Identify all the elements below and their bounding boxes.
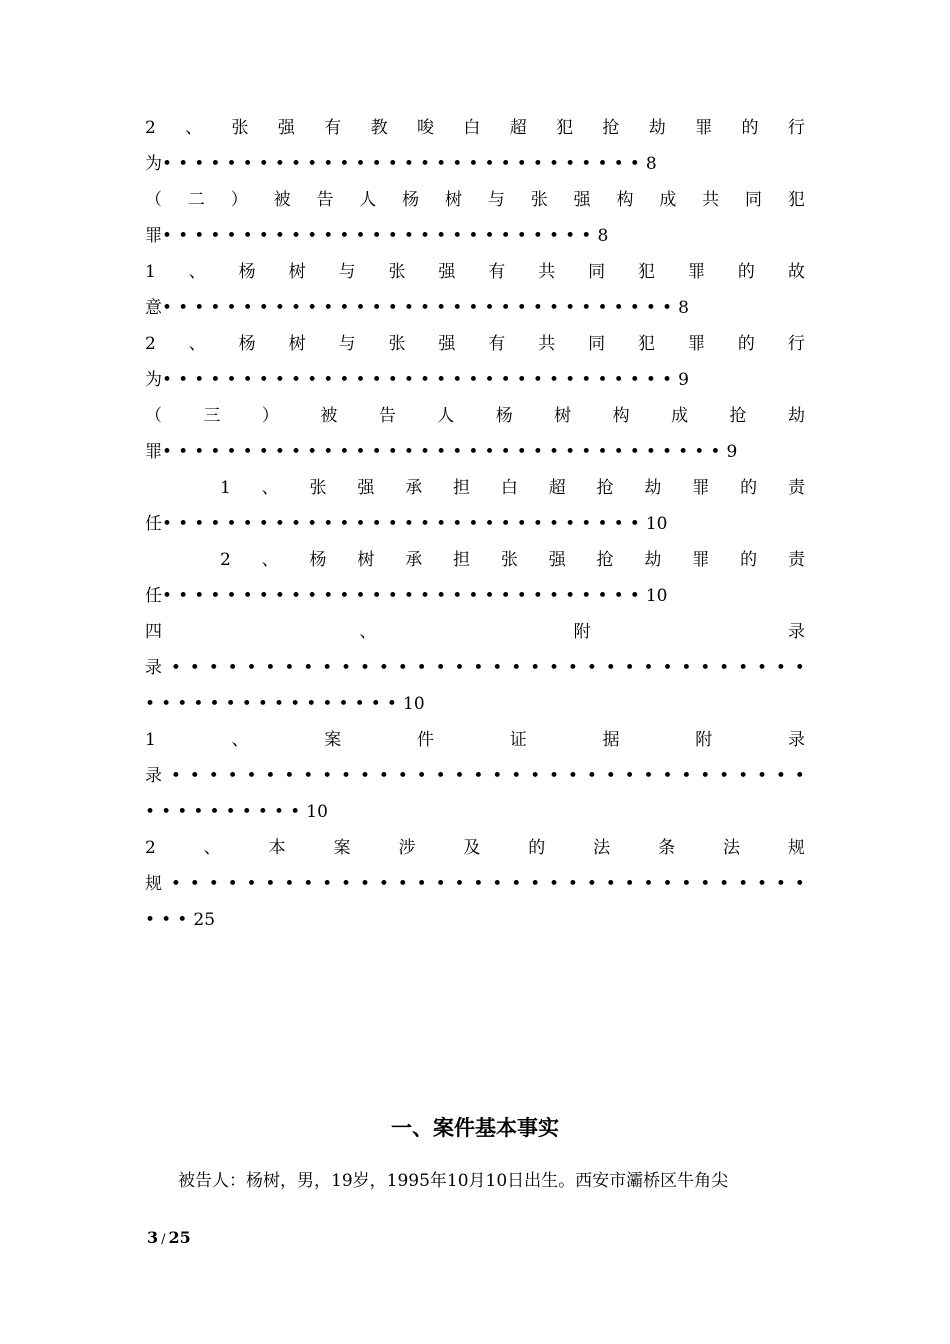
leader-dot: •	[605, 874, 616, 894]
toc-entry-leader	[145, 290, 805, 326]
toc-char: 杨	[309, 550, 327, 570]
leader-dot: •	[227, 874, 238, 894]
toc-char: 告	[378, 406, 396, 426]
toc-char: 附	[573, 622, 591, 642]
toc-appendix-item	[145, 830, 805, 866]
toc-char: 的	[740, 478, 758, 498]
toc-char: 罪	[692, 478, 710, 498]
total-pages: 25	[168, 1228, 191, 1247]
toc-char: 被	[273, 190, 291, 210]
toc-char: 罪	[687, 262, 705, 282]
leader-dot: •	[719, 874, 730, 894]
toc-char: 强	[357, 478, 375, 498]
leader-dot: •	[662, 874, 673, 894]
toc-char: 2	[145, 838, 156, 858]
toc-char: 共	[702, 190, 720, 210]
leader-dot: •	[756, 658, 767, 678]
leader-dot: •	[397, 766, 408, 786]
toc-char: 、	[231, 730, 249, 750]
toc-char: 告	[316, 190, 334, 210]
leader-dot: •	[624, 766, 635, 786]
toc-char: 罪	[145, 226, 162, 246]
leader-dot: •	[756, 874, 767, 894]
leader-dot: •	[341, 874, 352, 894]
leader-dot: •	[756, 766, 767, 786]
toc-char: 与	[338, 334, 356, 354]
toc-char: 2	[145, 118, 156, 138]
toc-char: 担	[453, 550, 471, 570]
toc-char: 、	[261, 478, 279, 498]
leader-dot: •	[265, 874, 276, 894]
toc-char: 张	[500, 550, 518, 570]
toc-char: 劫	[648, 118, 666, 138]
toc-char: 规	[145, 874, 162, 894]
toc-char: 及	[463, 838, 481, 858]
leader-dot: •	[492, 766, 503, 786]
toc-char: 超	[548, 478, 566, 498]
toc-char: 、	[261, 550, 279, 570]
leader-dot: •	[492, 658, 503, 678]
toc-char: 法	[722, 838, 740, 858]
toc-char: 构	[612, 406, 630, 426]
leader-dot: •	[359, 874, 370, 894]
leader-dot: •	[511, 874, 522, 894]
toc-leader-line	[145, 650, 805, 686]
toc-char: 件	[417, 730, 435, 750]
toc-char: （	[145, 190, 162, 210]
toc-char: 1	[145, 262, 156, 282]
leader-dot: •	[586, 766, 597, 786]
toc-char: 、	[185, 118, 203, 138]
leader-dot: •	[738, 874, 749, 894]
toc-char: 犯	[556, 118, 574, 138]
toc-char: 张	[309, 478, 327, 498]
toc-char: 的	[740, 550, 758, 570]
leader-dot: •	[549, 874, 560, 894]
toc-leader-line	[145, 758, 805, 794]
leader-dot: •	[586, 658, 597, 678]
toc-char: 责	[787, 478, 805, 498]
leader-dot: •	[549, 766, 560, 786]
toc-char: 为	[145, 370, 162, 390]
toc-char: 教	[370, 118, 388, 138]
toc-char: 、	[359, 622, 377, 642]
toc-char: 1	[145, 730, 156, 750]
leader-dots: ••••••••••••••••••••••••••••••	[162, 514, 646, 534]
toc-char: 树	[445, 190, 463, 210]
leader-dot: •	[359, 658, 370, 678]
toc-char: 2	[145, 334, 156, 354]
leader-dot: •	[530, 766, 541, 786]
leader-dot: •	[189, 658, 200, 678]
toc-char: 、	[188, 334, 206, 354]
leader-dot: •	[170, 658, 181, 678]
leader-dot: •	[681, 874, 692, 894]
toc-page-number: 8	[645, 154, 657, 174]
leader-dot: •	[662, 766, 673, 786]
leader-dot: •	[208, 658, 219, 678]
leader-dot: •	[738, 766, 749, 786]
toc-char: 证	[509, 730, 527, 750]
toc-char: 强	[573, 190, 591, 210]
leader-dot: •	[435, 658, 446, 678]
toc-char: ）	[261, 406, 279, 426]
leader-dot: •	[284, 874, 295, 894]
toc-char: 罪	[687, 334, 705, 354]
leader-dots: •••••••••••••••••••••••••••	[162, 226, 598, 246]
toc-char: 超	[509, 118, 527, 138]
toc-char: 强	[548, 550, 566, 570]
toc-char: 的	[737, 262, 755, 282]
page-separator: /	[161, 1232, 166, 1247]
leader-dot: •	[322, 658, 333, 678]
leader-dots: ••••••••••••••••••••••••••••••	[162, 586, 646, 606]
leader-dot: •	[473, 874, 484, 894]
leader-dot: •	[511, 658, 522, 678]
leader-dot: •	[435, 766, 446, 786]
leader-dot: •	[473, 766, 484, 786]
toc-char: ）	[230, 190, 248, 210]
toc-char: 树	[288, 262, 306, 282]
toc-char: 同	[745, 190, 763, 210]
toc-char: 责	[787, 550, 805, 570]
toc-leader-tail	[145, 902, 805, 938]
leader-dot: •	[567, 658, 578, 678]
toc-char: 承	[405, 478, 423, 498]
leader-dot: •	[284, 658, 295, 678]
leader-dot: •	[643, 658, 654, 678]
toc-entry-title	[145, 110, 805, 146]
toc-page-number: 10	[306, 802, 328, 822]
toc-leader-tail	[145, 686, 805, 722]
leader-dot: •	[208, 766, 219, 786]
leader-dot: •	[775, 874, 786, 894]
toc-entry-title	[145, 182, 805, 218]
leader-dot: •	[454, 766, 465, 786]
toc-char: 强	[438, 334, 456, 354]
leader-dot: •	[700, 766, 711, 786]
toc-char: 条	[658, 838, 676, 858]
toc-char: 意	[145, 298, 162, 318]
toc-char: 抢	[602, 118, 620, 138]
toc-char: 人	[437, 406, 455, 426]
toc-char: 劫	[644, 550, 662, 570]
leader-dot: •	[341, 658, 352, 678]
toc-char: 强	[438, 262, 456, 282]
toc-entry-leader	[145, 218, 805, 254]
toc-page-number: 8	[597, 226, 609, 246]
leader-dot: •	[378, 766, 389, 786]
toc-char: 承	[405, 550, 423, 570]
toc-page-number: 9	[726, 442, 738, 462]
toc-char: 四	[145, 622, 162, 642]
toc-char: 行	[787, 334, 805, 354]
toc-char: 白	[500, 478, 518, 498]
leader-dot: •	[662, 658, 673, 678]
current-page: 3	[147, 1228, 159, 1247]
toc-char: 共	[538, 262, 556, 282]
leader-dot: •	[794, 766, 805, 786]
toc-char: 录	[787, 622, 805, 642]
toc-entry-title	[145, 542, 805, 578]
leader-dot: •	[643, 766, 654, 786]
section-heading: 一、案件基本事实	[391, 1116, 559, 1140]
toc-entry-title	[145, 254, 805, 290]
toc-char: 、	[188, 262, 206, 282]
leader-dot: •	[397, 874, 408, 894]
toc-char: 罪	[692, 550, 710, 570]
toc-char: 有	[324, 118, 342, 138]
leader-dot: •	[643, 874, 654, 894]
leader-dot: •	[586, 874, 597, 894]
leader-dot: •	[284, 766, 295, 786]
toc-char: 案	[333, 838, 351, 858]
toc-leader-line	[145, 866, 805, 902]
toc-char: 有	[488, 334, 506, 354]
toc-entry-title	[145, 326, 805, 362]
toc-page-number: 10	[403, 694, 425, 714]
toc-char: 规	[787, 838, 805, 858]
leader-dots: ••••••••••••••••••••••••••••••••	[162, 298, 679, 318]
leader-dot: •	[700, 874, 711, 894]
toc-char: 2	[220, 550, 231, 570]
toc-char: 录	[145, 766, 162, 786]
toc-char: 犯	[638, 334, 656, 354]
toc-char: 构	[616, 190, 634, 210]
toc-char: 张	[530, 190, 548, 210]
leader-dot: •	[549, 658, 560, 678]
toc-char: 张	[231, 118, 249, 138]
leader-dots: •••	[145, 910, 194, 930]
toc-char: 强	[277, 118, 295, 138]
leader-dot: •	[624, 874, 635, 894]
toc-char: 的	[528, 838, 546, 858]
toc-char: 三	[203, 406, 221, 426]
toc-char: 法	[593, 838, 611, 858]
leader-dot: •	[775, 766, 786, 786]
leader-dot: •	[719, 766, 730, 786]
leader-dot: •	[794, 874, 805, 894]
toc-char: 任	[145, 514, 162, 534]
toc-char: 有	[488, 262, 506, 282]
leader-dot: •	[605, 658, 616, 678]
toc-char: 任	[145, 586, 162, 606]
leader-dot: •	[530, 874, 541, 894]
leader-dot: •	[246, 766, 257, 786]
toc-char: 树	[554, 406, 572, 426]
leader-dot: •	[265, 766, 276, 786]
toc-char: 的	[741, 118, 759, 138]
toc-char: 为	[145, 154, 162, 174]
toc-char: 唆	[416, 118, 434, 138]
leader-dots: ••••••••••••••••••••••••••••••	[162, 154, 646, 174]
toc-char: 本	[268, 838, 286, 858]
toc-page-number: 10	[645, 586, 668, 606]
leader-dots: ••••••••••••••••••••••••••••••••	[162, 370, 679, 390]
toc-char: 树	[357, 550, 375, 570]
toc-char: 与	[487, 190, 505, 210]
leader-dot: •	[738, 658, 749, 678]
leader-dots: ••••••••••••••••	[145, 694, 404, 714]
leader-dot: •	[341, 766, 352, 786]
leader-dot: •	[246, 658, 257, 678]
toc-appendix-title	[145, 614, 805, 650]
toc-char: 树	[288, 334, 306, 354]
toc-char: 录	[787, 730, 805, 750]
leader-dot: •	[416, 766, 427, 786]
toc-leader-tail	[145, 794, 805, 830]
leader-dot: •	[454, 658, 465, 678]
toc-char: 同	[588, 334, 606, 354]
leader-dot: •	[303, 874, 314, 894]
toc-char: 张	[388, 262, 406, 282]
toc-char: 行	[787, 118, 805, 138]
leader-dot: •	[681, 766, 692, 786]
leader-dot: •	[322, 766, 333, 786]
toc-char: 二	[187, 190, 205, 210]
leader-dot: •	[681, 658, 692, 678]
leader-dot: •	[416, 658, 427, 678]
toc-char: 据	[602, 730, 620, 750]
toc-entry-leader	[145, 578, 805, 614]
toc-char: 罪	[145, 442, 162, 462]
toc-char: 同	[588, 262, 606, 282]
toc-appendix-item	[145, 722, 805, 758]
leader-dot: •	[359, 766, 370, 786]
toc-char: 录	[145, 658, 162, 678]
leader-dot: •	[775, 658, 786, 678]
leader-dot: •	[378, 658, 389, 678]
toc-char: 抢	[596, 478, 614, 498]
toc-page-number: 9	[678, 370, 689, 390]
toc-page-number: 8	[678, 298, 689, 318]
toc-char: 杨	[238, 334, 256, 354]
leader-dot: •	[378, 874, 389, 894]
leader-dot: •	[322, 874, 333, 894]
leader-dot: •	[435, 874, 446, 894]
leader-dot: •	[719, 658, 730, 678]
toc-char: 共	[538, 334, 556, 354]
leader-dot: •	[189, 874, 200, 894]
toc-char: 涉	[398, 838, 416, 858]
page-number	[147, 1228, 191, 1247]
toc-char: 担	[453, 478, 471, 498]
toc-page-number: 10	[645, 514, 668, 534]
toc-char: 杨	[238, 262, 256, 282]
leader-dots: •••••••••••••••••••••••••••••••••••	[162, 442, 727, 462]
toc-char: 、	[203, 838, 221, 858]
leader-dot: •	[170, 874, 181, 894]
leader-dot: •	[246, 874, 257, 894]
leader-dot: •	[624, 658, 635, 678]
leader-dot: •	[303, 766, 314, 786]
toc-char: 抢	[729, 406, 747, 426]
leader-dot: •	[170, 766, 181, 786]
body-paragraph: 被告人：杨树，男，19岁，1995年10月10日出生。西安市灞桥区牛角尖	[178, 1171, 729, 1191]
toc-char: 案	[324, 730, 342, 750]
toc-char: 附	[695, 730, 713, 750]
leader-dot: •	[189, 766, 200, 786]
leader-dot: •	[530, 658, 541, 678]
leader-dot: •	[265, 658, 276, 678]
leader-dot: •	[492, 874, 503, 894]
toc-page-number: 25	[193, 910, 216, 930]
toc-char: （	[145, 406, 162, 426]
toc-entry-leader	[145, 362, 805, 398]
toc-char: 与	[338, 262, 356, 282]
toc-entry-title	[145, 470, 805, 506]
toc-char: 犯	[638, 262, 656, 282]
toc-char: 抢	[596, 550, 614, 570]
toc-char: 劫	[644, 478, 662, 498]
toc-char: 被	[320, 406, 338, 426]
leader-dot: •	[454, 874, 465, 894]
toc-char: 张	[388, 334, 406, 354]
toc-char: 劫	[787, 406, 805, 426]
toc-char: 成	[671, 406, 689, 426]
toc-char: 犯	[787, 190, 805, 210]
leader-dot: •	[397, 658, 408, 678]
toc-char: 罪	[695, 118, 713, 138]
toc-char: 1	[220, 478, 231, 498]
leader-dot: •	[567, 874, 578, 894]
leader-dot: •	[208, 874, 219, 894]
leader-dot: •	[567, 766, 578, 786]
leader-dot: •	[794, 658, 805, 678]
leader-dot: •	[511, 766, 522, 786]
leader-dot: •	[473, 658, 484, 678]
toc-entry-leader	[145, 434, 805, 470]
toc-entry-leader	[145, 506, 805, 542]
toc-char: 杨	[402, 190, 420, 210]
leader-dot: •	[700, 658, 711, 678]
toc-char: 杨	[495, 406, 513, 426]
leader-dot: •	[227, 658, 238, 678]
toc-entry-title	[145, 398, 805, 434]
table-of-contents	[145, 110, 805, 938]
toc-char: 成	[659, 190, 677, 210]
leader-dot: •	[227, 766, 238, 786]
toc-char: 人	[359, 190, 377, 210]
leader-dots: ••••••••••	[145, 802, 307, 822]
leader-dot: •	[416, 874, 427, 894]
toc-char: 的	[737, 334, 755, 354]
toc-char: 白	[463, 118, 481, 138]
leader-dot: •	[605, 766, 616, 786]
leader-dot: •	[303, 658, 314, 678]
toc-entry-leader	[145, 146, 805, 182]
toc-char: 故	[787, 262, 805, 282]
